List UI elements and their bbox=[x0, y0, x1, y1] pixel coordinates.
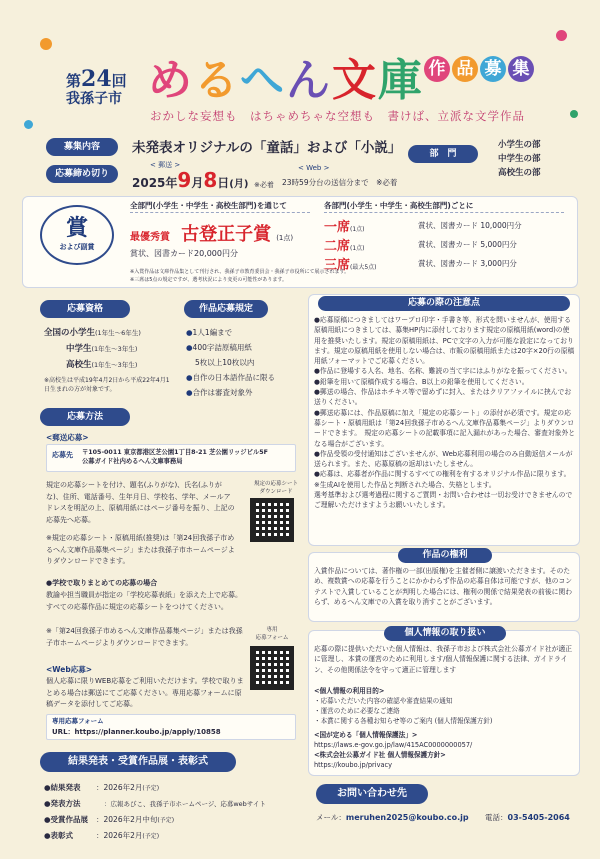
caution-item: ●作品受領の受付通知はございませんが、Web応募利用の場合のみ自動返信メールが送られます。また、応募原稿の返却はいたしません。 bbox=[314, 449, 573, 469]
eligibility-row: 全国の小学生(1年生〜6年生) bbox=[44, 328, 141, 338]
caution-item: ●応募は、応募者が作品に関するすべての権利を有するオリジナル作品に限ります。 bbox=[314, 470, 571, 479]
caution-list bbox=[314, 315, 576, 511]
awards-notes: ※入賞作品は文庫作品集として刊行され、我孫子市教育委員会・我孫子市役所にて展示されます。 ※三席は5点の規定ですが、選考状況により変更の可能性があります。 bbox=[130, 269, 350, 283]
contact-line: メール：meruhen2025@koubo.co.jp 電話：03-5405-2064 bbox=[316, 813, 570, 822]
school-body: 教諭や担当職員が指定の「学校応募表紙」を添えた上で応募。すべての応募作品に規定の応募シートをつけてください。 bbox=[46, 591, 242, 611]
division-item: 中学生の部 bbox=[498, 154, 541, 164]
eligibility-label: 応募資格 bbox=[40, 300, 130, 318]
mail-body: 規定の応募シートを付け、題名(ふりがな)、氏名(ふりがな)、住所、電話番号、生年月日、学校名、学年、メールアドレスを明記の上、原稿用紙にはページ番号を振り、上記の応募先へ応募。 bbox=[46, 481, 235, 524]
deadline-label: 応募締め切り bbox=[46, 165, 118, 183]
privacy-purpose: <個人情報の利用目的> ・応募いただいた内容の確認や審査結果の通知 ・運営のために必要なご連絡 ・本賞に関する各種お知らせ等のご案内 (個人情報保護方針) bbox=[314, 687, 493, 725]
decoration-dot bbox=[570, 110, 578, 118]
method-web-tag: <Web応募> bbox=[46, 665, 93, 674]
rank-row: 二席(1点) 賞状、図書カード 5,000円分 bbox=[324, 239, 517, 254]
subtitle: おかしな妄想も はちゃめちゃな空想も 書けば、立派な文学作品 bbox=[150, 109, 525, 123]
boshu-char: 集 bbox=[508, 56, 534, 82]
caution-item: ●作品に登場する人名、地名、名称、難読の当て字にはふりがなを振ってください。 bbox=[314, 367, 572, 376]
rule-item: ●合作は審査対象外 bbox=[186, 388, 253, 397]
qr-code-sheet bbox=[250, 498, 294, 542]
deadline-mail-tag: < 郵送 > bbox=[150, 161, 181, 169]
contents-text: 未発表オリジナルの「童話」および「小説」 bbox=[132, 140, 402, 156]
edition-label: 第24回 bbox=[66, 66, 127, 92]
divider bbox=[130, 212, 310, 213]
qr2-label: 専用 応募フォーム bbox=[255, 627, 289, 641]
eligibility-note: ※高校生は平成19年4月2日から平成22年4月1日生まれの方が対象です。 bbox=[44, 377, 170, 393]
rank-row: 一席(1点) 賞状、図書カード 10,000円分 bbox=[324, 220, 522, 235]
company-url[interactable]: https://koubo.jp/privacy bbox=[314, 761, 393, 769]
form-label: 専用応募フォーム bbox=[52, 717, 104, 725]
gov-url[interactable]: https://laws.e-gov.go.jp/law/415AC0000000057/ bbox=[314, 741, 473, 749]
rank-list bbox=[324, 216, 574, 273]
boshu-char: 品 bbox=[452, 56, 478, 82]
eligibility-row: 高校生(1年生〜3年生) bbox=[66, 360, 138, 370]
division-label: 部 門 bbox=[408, 145, 478, 163]
privacy-label: 個人情報の取り扱い bbox=[384, 626, 506, 641]
award-badge-main: 賞 bbox=[65, 215, 88, 241]
top-award-prize: 賞状、図書カード20,000円分 bbox=[130, 249, 238, 258]
sheet-note: ※規定の応募シート・原稿用紙(推奨)は「第24回我孫子市めるへん文庫作品募集ページ」または我孫子市ホームページよりダウンロードできます。 bbox=[46, 534, 235, 565]
qr1-label: 規定の応募シート ダウンロード bbox=[253, 481, 298, 495]
contact-label: お問い合わせ先 bbox=[316, 784, 428, 804]
caution-item: ●郵送の場合、作品はホチキス等で留めずに封入、またはクリアファイルに挟んでお送りください。 bbox=[314, 388, 572, 407]
page-title: めるへん文庫 bbox=[148, 55, 424, 106]
rule-item: ●400字詰原稿用紙 bbox=[186, 343, 252, 352]
contents-label: 募集内容 bbox=[46, 138, 118, 156]
award-badge-sub: および副賞 bbox=[59, 243, 95, 251]
deadline-date: 2025年9月8日(月) ※必着 bbox=[132, 168, 274, 192]
copyright-label: 作品の権利 bbox=[398, 548, 492, 563]
results-row: ●表彰式 ：2026年2月(予定) bbox=[44, 831, 160, 840]
top-award-label: 最優秀賞 bbox=[130, 232, 170, 243]
copyright-body: 入賞作品については、著作権の一部(出版権)を主催者側に譲渡いただきます。そのため、複数賞への応募を行うことにかかわらず作品の応募自体は可能ですが、他のコンテストで入賞していることが判明した場合には、権利の関係で結果発表の前後に関わらず、めるへん文庫での入賞を取り消すことがございます。 bbox=[314, 567, 573, 606]
results-row: ●発表方法 ：広報あびこ、我孫子市ホームページ、応募webサイト bbox=[44, 799, 266, 808]
caution-item: ●応募原稿につきましてはワープロ印字・手書き等、形式を問いませんが、使用する原稿用紙につきましては、募集HP内に添付しております規定の原稿用紙(word)の使用を推奨いたします。規定の原稿用紙は、PCで文字の入力が可能な設定になっております。規定の原稿用紙を使用しない場合は、市販の原稿用紙または20字×20行の原稿用紙フォーマットでご応募ください。 bbox=[314, 316, 575, 366]
form-url[interactable]: URL：https://planner.koubo.jp/apply/10858 bbox=[52, 728, 221, 736]
city-name: 我孫子市 bbox=[66, 91, 122, 107]
school-note: ※「第24回我孫子市めるへん文庫作品募集ページ」または我孫子市ホームページよりダウンロードできます。 bbox=[46, 627, 243, 647]
rules-label: 作品応募規定 bbox=[184, 300, 268, 318]
caution-item: 選考基準および選考過程に関するご質問・お問い合わせは一切お受けできませんのでご理解いただけますようお願いいたします。 bbox=[314, 491, 573, 510]
school-head: ●学校で取りまとめての応募の場合 bbox=[46, 579, 158, 587]
division-item: 小学生の部 bbox=[498, 140, 541, 150]
decoration-dot bbox=[556, 30, 567, 41]
boshu-char: 募 bbox=[480, 56, 506, 82]
results-row: ●結果発表 ：2026年2月(予定) bbox=[44, 783, 160, 792]
divider bbox=[324, 212, 564, 213]
top-award bbox=[130, 220, 293, 246]
contact-mail[interactable]: meruhen2025@koubo.co.jp bbox=[345, 813, 469, 822]
deadline-web-text: 23時59分台の送信分まで ※必着 bbox=[282, 178, 398, 187]
top-award-name: 古登正子賞 bbox=[181, 224, 272, 245]
decoration-dot bbox=[40, 38, 52, 50]
rules-list bbox=[186, 325, 296, 400]
decoration-dot bbox=[24, 120, 33, 129]
caution-item: ●鉛筆を用いて原稿作成する場合、B以上の鉛筆を使用してください。 bbox=[314, 377, 529, 386]
division-list bbox=[498, 138, 541, 180]
results-list bbox=[44, 780, 304, 844]
method-label: 応募方法 bbox=[40, 408, 130, 426]
caution-item: ●郵送応募には、作品原稿に加え「規定の応募シート」の添付が必須です。規定の応募シート・原稿用紙は「第24回我孫子市めるへん文庫作品募集ページ」よりダウンロードできます。 規定の応募シートの記載事項に記入漏れがあった場合、審査対象外となる場合がございます。 bbox=[314, 408, 576, 448]
deadline-web-tag: < Web > bbox=[298, 164, 330, 172]
awards-each-header: 各部門(小学生・中学生・高校生部門)ごとに bbox=[324, 201, 474, 210]
results-row: ●受賞作品展 ：2026年2月中旬(予定) bbox=[44, 815, 175, 824]
division-item: 高校生の部 bbox=[498, 168, 541, 178]
eligibility-row: 中学生(1年生〜3年生) bbox=[66, 344, 138, 354]
web-body: 個人応募に限りWEB応募をご利用いただけます。学校で取りまとめる場合は郵送にてご応募ください。専用応募フォームに原稿データを添付してご応募。 bbox=[46, 677, 244, 708]
address-label: 応募先 bbox=[52, 451, 73, 459]
rank-row: 三席(最大5点) 賞状、図書カード 3,000円分 bbox=[324, 258, 517, 273]
boshu-char: 作 bbox=[424, 56, 450, 82]
caution-item: ※生成AIを使用した作品と判断された場合、失格とします。 bbox=[314, 480, 496, 489]
method-mail-tag: <郵送応募> bbox=[46, 433, 89, 442]
award-badge bbox=[40, 205, 114, 265]
top-award-count: (1点) bbox=[276, 234, 294, 242]
address-text: 〒105-0011 東京都港区芝公園1丁目8-21 芝公園リッジビル5F 公募ガイド社内めるへん文庫事務局 bbox=[82, 449, 268, 465]
rule-item: ●自作の日本語作品に限る bbox=[186, 373, 276, 382]
privacy-body: 応募の際に提供いただいた個人情報は、我孫子市および株式会社公募ガイド社が適正に管理し、本賞の運営のために利用します/個人情報保護に関する法律、ガイドライン、その他関係法令を守って適正に管理します bbox=[314, 645, 573, 674]
rule-item: ●1人1編まで bbox=[186, 328, 233, 337]
caution-label: 応募の際の注意点 bbox=[318, 296, 570, 311]
rule-item: 5枚以上10枚以内 bbox=[195, 358, 255, 367]
results-label: 結果発表・受賞作品展・表彰式 bbox=[40, 752, 236, 772]
qr-code-form bbox=[250, 646, 294, 690]
awards-all-header: 全部門(小学生・中学生・高校生部門)を通じて bbox=[130, 201, 287, 210]
privacy-links: <国が定める「個人情報保護法」> https://laws.e-gov.go.jp/law/415AC0000000057/ <株式会社公募ガイド社 個人情報保護方針> https://koubo.jp/privacy bbox=[314, 730, 576, 770]
eligibility-list bbox=[44, 325, 184, 373]
contact-tel[interactable]: 03-5405-2064 bbox=[507, 813, 570, 822]
